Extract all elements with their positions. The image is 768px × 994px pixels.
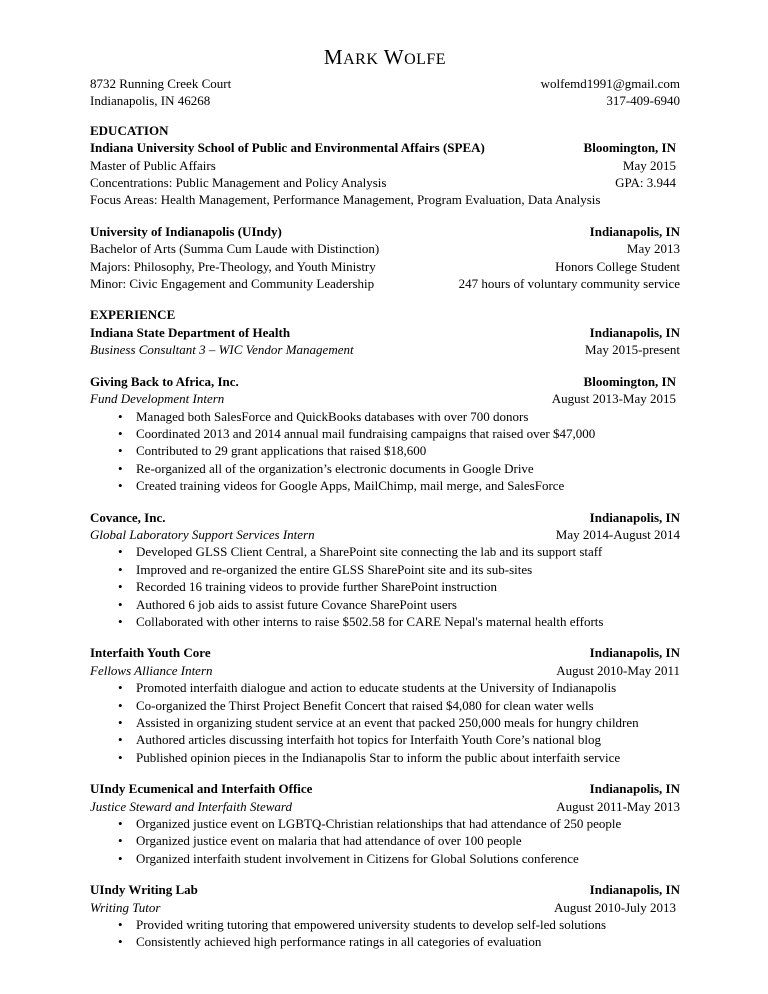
education-entry: [90, 223, 680, 293]
job-bullets: [90, 916, 680, 951]
list-item: • Authored 6 job aids to assist future Covance SharePoint users: [136, 596, 680, 613]
job-location: Indianapolis, IN: [589, 882, 680, 898]
list-item: • Re-organized all of the organization’s electronic documents in Google Drive: [136, 460, 680, 477]
job-entry: [90, 780, 680, 867]
job-entry: [90, 373, 680, 495]
job-title: Fellows Alliance Intern: [90, 662, 213, 678]
job-bullets: [90, 408, 680, 495]
minor-text: Minor: Civic Engagement and Community Leadership: [90, 276, 375, 292]
majors-text: Majors: Philosophy, Pre-Theology, and Youth Ministry: [90, 258, 376, 274]
job-dates: May 2015-present: [585, 342, 680, 358]
concentrations-text: Concentrations: Public Management and Policy Analysis: [90, 175, 387, 191]
degree-date: May 2013: [626, 241, 680, 257]
job-title: Business Consultant 3 – WIC Vendor Management: [90, 342, 354, 358]
job-dates: August 2011-May 2013: [556, 798, 680, 814]
school-location: Indianapolis, IN: [589, 223, 680, 239]
job-location: Bloomington, IN: [583, 373, 676, 389]
job-entry: [90, 324, 680, 359]
job-org: Giving Back to Africa, Inc.: [90, 373, 239, 389]
degree-text: Bachelor of Arts (Summa Cum Laude with Distinction): [90, 241, 380, 257]
job-bullets: [90, 679, 680, 766]
honors-text: Honors College Student: [555, 258, 680, 274]
education-entry: [90, 139, 680, 209]
address-line2: Indianapolis, IN 46268: [90, 93, 211, 109]
job-location: Indianapolis, IN: [589, 324, 680, 340]
job-entry: [90, 509, 680, 631]
job-entry: [90, 644, 680, 766]
job-org: Indiana State Department of Health: [90, 324, 291, 340]
job-dates: August 2010-May 2011: [556, 662, 680, 678]
list-item: • Organized interfaith student involvement in Citizens for Global Solutions conference: [136, 850, 680, 867]
name-rest-first: ARK: [343, 51, 379, 68]
focus-areas-text: Focus Areas: Health Management, Performance Management, Program Evaluation, Data Analysis: [90, 192, 601, 208]
job-title: Global Laboratory Support Services Intern: [90, 526, 315, 542]
job-org: Interfaith Youth Core: [90, 645, 211, 661]
degree-text: Master of Public Affairs: [90, 157, 216, 173]
list-item: • Provided writing tutoring that empowered university students to develop self-led solutions: [136, 916, 680, 933]
phone-text: 317-409-6940: [606, 93, 680, 109]
list-item: • Authored articles discussing interfaith hot topics for Interfaith Youth Core’s national blog: [136, 731, 680, 748]
job-org: UIndy Ecumenical and Interfaith Office: [90, 781, 313, 797]
job-location: Indianapolis, IN: [589, 645, 680, 661]
list-item: • Coordinated 2013 and 2014 annual mail fundraising campaigns that raised over $47,000: [136, 425, 680, 442]
name-initial-last: W: [383, 45, 405, 69]
list-item: • Created training videos for Google Apps, MailChimp, mail merge, and SalesForce: [136, 477, 680, 494]
job-dates: May 2014-August 2014: [555, 526, 680, 542]
list-item: • Contributed to 29 grant applications that raised $18,600: [136, 442, 680, 459]
list-item: • Organized justice event on malaria that had attendance of over 100 people: [136, 832, 680, 849]
job-location: Indianapolis, IN: [589, 509, 680, 525]
contact-block: [90, 75, 680, 110]
school-name: University of Indianapolis (UIndy): [90, 223, 282, 239]
list-item: • Published opinion pieces in the Indianapolis Star to inform the public about interfaith service: [136, 749, 680, 766]
job-dates: August 2013-May 2015: [551, 391, 676, 407]
school-location: Bloomington, IN: [583, 140, 676, 156]
job-bullets: [90, 543, 680, 630]
experience-heading: EXPERIENCE: [90, 307, 176, 323]
degree-date: May 2015: [622, 157, 676, 173]
job-org: Covance, Inc.: [90, 509, 166, 525]
education-heading: EDUCATION: [90, 122, 169, 138]
job-org: UIndy Writing Lab: [90, 882, 198, 898]
list-item: • Managed both SalesForce and QuickBooks databases with over 700 donors: [136, 408, 680, 425]
list-item: • Collaborated with other interns to raise $502.58 for CARE Nepal's maternal health efforts: [136, 613, 680, 630]
list-item: • Improved and re-organized the entire GLSS SharePoint site and its sub-sites: [136, 561, 680, 578]
job-title: Justice Steward and Interfaith Steward: [90, 798, 292, 814]
service-hours-text: 247 hours of voluntary community service: [458, 276, 680, 292]
job-location: Indianapolis, IN: [589, 781, 680, 797]
list-item: • Consistently achieved high performance ratings in all categories of evaluation: [136, 933, 680, 950]
job-title: Writing Tutor: [90, 899, 161, 915]
list-item: • Recorded 16 training videos to provide further SharePoint instruction: [136, 578, 680, 595]
job-dates: August 2010-July 2013: [553, 899, 676, 915]
list-item: • Co-organized the Thirst Project Benefit Concert that raised $4,080 for clean water wells: [136, 697, 680, 714]
name-initial-first: M: [323, 45, 344, 69]
gpa-text: GPA: 3.944: [615, 175, 676, 191]
resume-page: [90, 0, 680, 951]
email-text: wolfemd1991@gmail.com: [540, 76, 680, 91]
list-item: • Promoted interfaith dialogue and action to educate students at the University of Indianapolis: [136, 679, 680, 696]
name-rest-last: OLFE: [404, 51, 447, 68]
resume-name: [90, 44, 680, 73]
address-line1: 8732 Running Creek Court: [90, 76, 232, 91]
list-item: • Assisted in organizing student service at an event that packed 250,000 meals for hungry children: [136, 714, 680, 731]
job-title: Fund Development Intern: [90, 391, 225, 407]
job-bullets: [90, 815, 680, 867]
list-item: • Developed GLSS Client Central, a SharePoint site connecting the lab and its support staff: [136, 543, 680, 560]
school-name: Indiana University School of Public and Environmental Affairs (SPEA): [90, 140, 485, 156]
job-entry: [90, 881, 680, 951]
list-item: • Organized justice event on LGBTQ-Christian relationships that had attendance of 250 people: [136, 815, 680, 832]
